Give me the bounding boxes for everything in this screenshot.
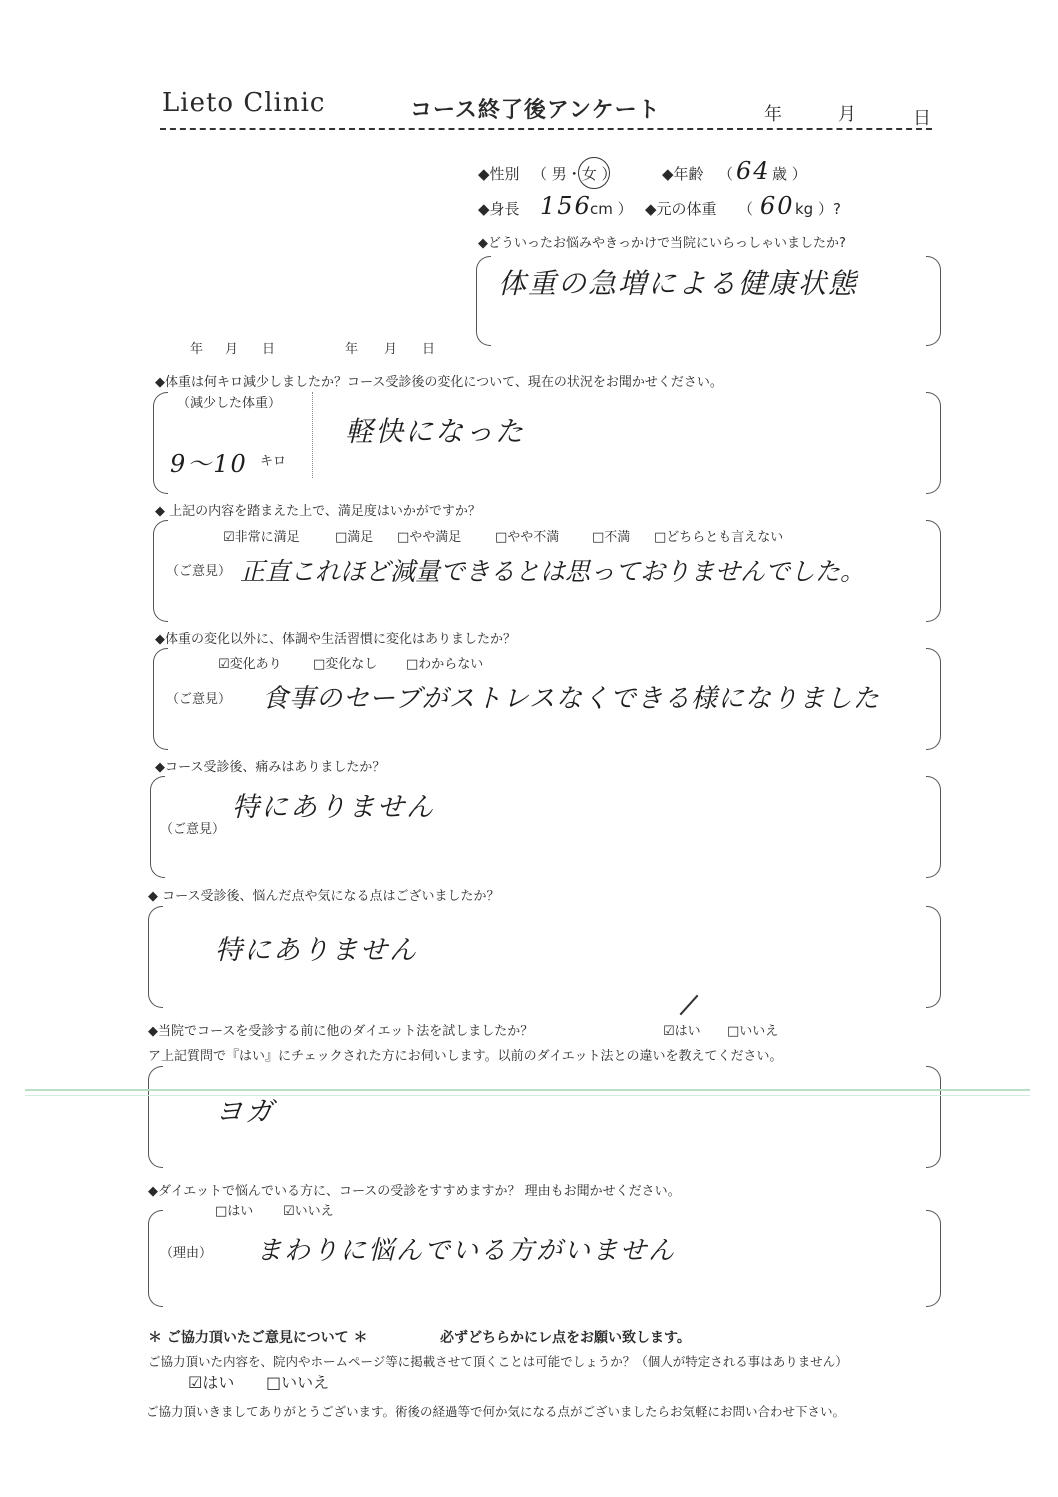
q1-lost-label: （減少した体重） (177, 396, 282, 411)
height-unit: cm ） (590, 200, 633, 218)
q3-question: ◆体重の変化以外に、体調や生活習慣に変化はありましたか？ (155, 632, 516, 647)
q2-option-very-satisfied[interactable]: ☑非常に満足 (223, 530, 300, 545)
footer-instruction: 必ずどちらかにレ点をお願い致します。 (440, 1330, 691, 1346)
weight-unit: kg ）? (795, 200, 841, 218)
q5-answer: 特にありません (215, 935, 418, 966)
weight-label: ◆元の体重 (645, 200, 717, 218)
q7-reason-label: （理由） (160, 1246, 213, 1261)
date2-month: 月 (384, 342, 398, 357)
q6-bracket-left (148, 1066, 163, 1168)
q1-lost-unit: キロ (260, 454, 287, 469)
q3-option-unchanged[interactable]: □変化なし (313, 657, 378, 672)
scan-artifact-line-2 (25, 1095, 1030, 1096)
q5-bracket-right (926, 906, 941, 1008)
q4-question: ◆コース受診後、痛みはありましたか？ (155, 760, 386, 775)
scan-artifact-line (25, 1089, 1030, 1091)
q2-option-dissatisfied[interactable]: □不満 (592, 530, 631, 545)
q1-divider (312, 392, 313, 478)
q6-yes-option[interactable]: ☑はい (663, 1024, 701, 1039)
q7-no-option[interactable]: ☑いいえ (283, 1204, 334, 1219)
q2-bracket-right (926, 520, 941, 622)
q3-answer: 食事のセーブがストレスなくできる様になりました (262, 684, 880, 714)
q6-no-option[interactable]: □いいえ (727, 1024, 779, 1039)
consent-no-option[interactable]: □いいえ (266, 1373, 330, 1392)
q3-opinion-label: （ご意見） (166, 692, 232, 707)
q3-option-unknown[interactable]: □わからない (406, 657, 484, 672)
q6-bracket-right (926, 1066, 941, 1168)
q2-option-somewhat-dissatisfied[interactable]: □やや不満 (495, 530, 560, 545)
gender-label: ◆性別 (478, 165, 520, 183)
q3-option-changed[interactable]: ☑変化あり (218, 657, 282, 672)
q1-question: ◆体重は何キロ減少しましたか？コース受診後の変化について、現在の状況をお聞かせください。 (155, 375, 723, 390)
q4-bracket-right (926, 776, 941, 878)
q3-bracket-right (926, 648, 941, 750)
reason-question: ◆どういったお悩みやきっかけで当院にいらっしゃいましたか? (478, 236, 846, 251)
q1-bracket-right (926, 392, 941, 494)
age-open: （ (718, 165, 734, 183)
date1-day: 日 (262, 342, 276, 357)
footer-heading: ＊ ご協力頂いたご意見について ＊ (148, 1330, 368, 1346)
date2-year: 年 (345, 342, 359, 357)
q7-yes-option[interactable]: □はい (215, 1204, 254, 1219)
gender-options: （ 男・女 ） (532, 165, 617, 183)
q1-answer: 軽快になった (345, 415, 526, 448)
consent-question: ご協力頂いた内容を、院内やホームページ等に掲載させて頂くことは可能でしょうか？（個人が特定される事はありません） (148, 1354, 848, 1369)
gender-circle-mark (578, 157, 610, 189)
q2-question: ◆ 上記の内容を踏まえた上で、満足度はいかがですか？ (155, 504, 481, 519)
q5-bracket-left (148, 906, 163, 1008)
q4-opinion-label: （ご意見） (160, 822, 226, 837)
date1-month: 月 (225, 342, 239, 357)
header-divider (160, 128, 932, 130)
q2-option-neutral[interactable]: □どちらとも言えない (654, 530, 784, 545)
q6-followup: ア上記質問で『はい』にチェックされた方にお伺いします。以前のダイエット法との違いを教えてください。 (148, 1049, 783, 1064)
consent-yes-option[interactable]: ☑はい (188, 1373, 235, 1392)
q7-bracket-right (926, 1210, 941, 1307)
reason-bracket-right (926, 256, 941, 346)
age-value: 64 (736, 157, 771, 185)
q2-answer: 正直これほど減量できるとは思っておりませんでした。 (240, 557, 866, 586)
footer-thanks: ご協力頂いきましてありがとうございます。術後の経過等で何か気になる点がございましたらお気軽にお問い合わせ下さい。 (146, 1404, 846, 1419)
q1-bracket-left (153, 392, 168, 494)
q2-option-somewhat-satisfied[interactable]: □やや満足 (397, 530, 462, 545)
clinic-logo-text: Lieto Clinic (162, 88, 326, 118)
q5-question: ◆ コース受診後、悩んだ点や気になる点はございましたか？ (148, 889, 500, 904)
header-month: 月 (838, 104, 856, 125)
age-unit: 歳 ） (772, 165, 807, 183)
weight-open: （ (738, 200, 754, 218)
date1-year: 年 (190, 342, 204, 357)
q7-answer: まわりに悩んでいる方がいません (256, 1236, 677, 1266)
q7-question: ◆ダイエットで悩んでいる方に、コースの受診をすすめますか？ 理由もお聞かせください。 (148, 1184, 681, 1199)
weight-value: 60 (760, 192, 795, 220)
q1-lost-value: 9〜10 (170, 450, 248, 478)
reason-answer: 体重の急増による健康状態 (498, 267, 859, 300)
survey-title: コース終了後アンケート (410, 98, 661, 123)
reason-bracket-left (476, 256, 491, 346)
height-value: 156 (540, 192, 592, 220)
q2-opinion-label: （ご意見） (166, 564, 232, 579)
q4-answer: 特にありません (232, 792, 435, 823)
header-year: 年 (764, 104, 782, 125)
q2-option-satisfied[interactable]: □満足 (335, 530, 374, 545)
date2-day: 日 (422, 342, 436, 357)
q6-answer: ヨガ (215, 1095, 276, 1128)
q6-question: ◆当院でコースを受診する前に他のダイエット法を試しましたか？ (148, 1024, 534, 1039)
age-label: ◆年齢 (662, 165, 704, 183)
header-day: 日 (913, 108, 931, 129)
q6-yes-checkmark (680, 995, 699, 1016)
height-label: ◆身長 (478, 200, 520, 218)
